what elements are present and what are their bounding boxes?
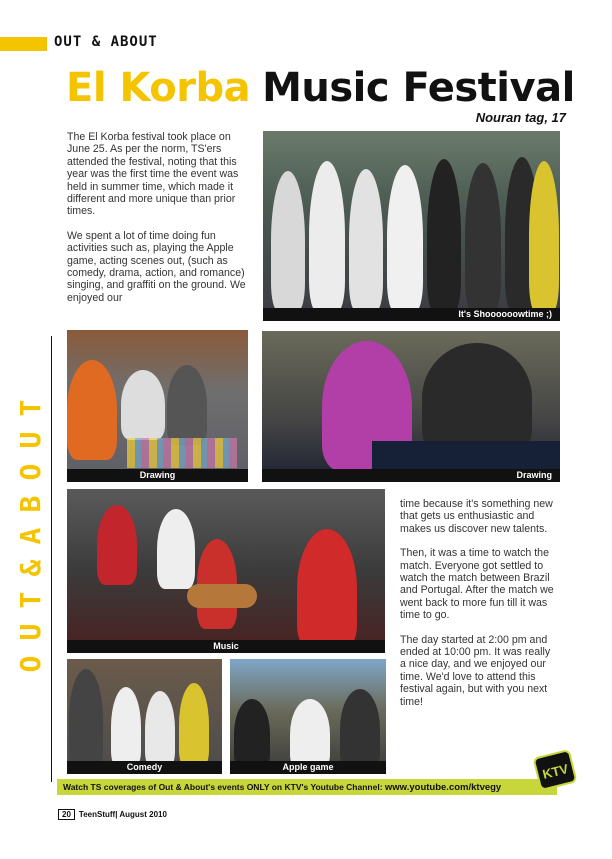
sidebar-letter: B <box>14 495 47 513</box>
photo-caption: Apple game <box>230 761 386 774</box>
comedy-photo <box>67 659 222 774</box>
person-figure <box>309 161 345 311</box>
sidebar-letter: U <box>14 431 47 449</box>
photo-caption: Drawing <box>67 469 248 482</box>
title-main: Music Festival <box>262 65 575 111</box>
sidebar-letter: T <box>14 399 47 417</box>
person-figure <box>529 161 559 311</box>
person-figure <box>297 529 357 649</box>
sidebar-letter: & <box>14 559 47 577</box>
article-title <box>66 62 575 114</box>
apple-game-photo <box>230 659 386 774</box>
youtube-link[interactable]: www.youtube.com/ktvegy <box>384 782 502 793</box>
section-label: OUT & ABOUT <box>54 34 158 50</box>
drawing-canvas <box>372 441 560 471</box>
title-highlight: El Korba <box>66 65 251 111</box>
sidebar-letter: O <box>14 655 47 673</box>
person-figure <box>145 691 175 767</box>
photo-caption: It's Shoooooowtime ;) <box>263 308 560 321</box>
person-figure <box>111 687 141 767</box>
sidebar-letter: T <box>14 591 47 609</box>
music-photo <box>67 489 385 653</box>
youtube-promo-bar <box>57 779 557 795</box>
page-number: 20 <box>58 809 75 820</box>
sidebar-letter: U <box>14 623 47 641</box>
chalk-drawing <box>127 438 237 468</box>
person-figure <box>167 365 207 445</box>
person-figure <box>290 699 330 769</box>
person-figure <box>179 683 209 767</box>
paragraph: The El Korba festival took place on June 25. As per the norm, TS'ers attended the festival, noting that this year was the first time the event was held in summer time, which made it different and more unique than prior times. <box>67 131 239 218</box>
person-figure <box>97 505 137 585</box>
person-figure <box>465 163 501 311</box>
person-figure <box>387 165 423 311</box>
photo-caption: Drawing <box>262 469 560 482</box>
person-figure <box>234 699 270 769</box>
person-figure <box>67 360 117 460</box>
drawing-photo-1 <box>67 330 248 482</box>
group-photo <box>263 131 560 321</box>
paragraph: The day started at 2:00 pm and ended at 10:00 pm. It was really a nice day, and we enjoyed our time. We'd love to attend this festival again, but with you next time! <box>400 633 551 708</box>
person-figure <box>427 159 461 311</box>
article-column-2 <box>400 498 555 720</box>
page-footer <box>58 809 167 820</box>
author-byline: Nouran tag, 17 <box>475 110 566 125</box>
photo-caption: Music <box>67 640 385 653</box>
person-figure <box>271 171 305 311</box>
paragraph: time because it's something new that gets us enthusiastic and makes us discover new talents. <box>400 498 553 535</box>
article-column-1 <box>67 131 249 316</box>
drawing-photo-2 <box>262 331 560 482</box>
paragraph: We spent a lot of time doing fun activities such as, playing the Apple game, acting scenes out, (such as comedy, drama, action, and romance) singing, and graffiti on the ground. We enjoyed our <box>67 229 246 304</box>
vertical-section-label <box>14 392 47 832</box>
sidebar-letter: A <box>14 527 47 545</box>
person-figure <box>349 169 383 311</box>
guitar <box>187 584 257 608</box>
publication-info: TeenStuff| August 2010 <box>78 810 167 819</box>
sidebar-letter: O <box>14 463 47 481</box>
sidebar-rule <box>51 336 52 782</box>
person-figure <box>157 509 195 589</box>
person-figure <box>121 370 165 440</box>
photo-caption: Comedy <box>67 761 222 774</box>
paragraph: Then, it was a time to watch the match. Everyone got settled to watch the match between Brazil and Portugal. After the match we went back to more fun till it was time to go. <box>400 547 554 622</box>
person-figure <box>422 343 532 453</box>
header-accent-bar <box>0 37 47 51</box>
person-figure <box>69 669 103 769</box>
ktv-logo: KTV <box>532 749 577 791</box>
person-figure <box>340 689 380 769</box>
promo-text: Watch TS coverages of Out & About's events ONLY on KTV's Youtube Channel: <box>63 782 383 792</box>
